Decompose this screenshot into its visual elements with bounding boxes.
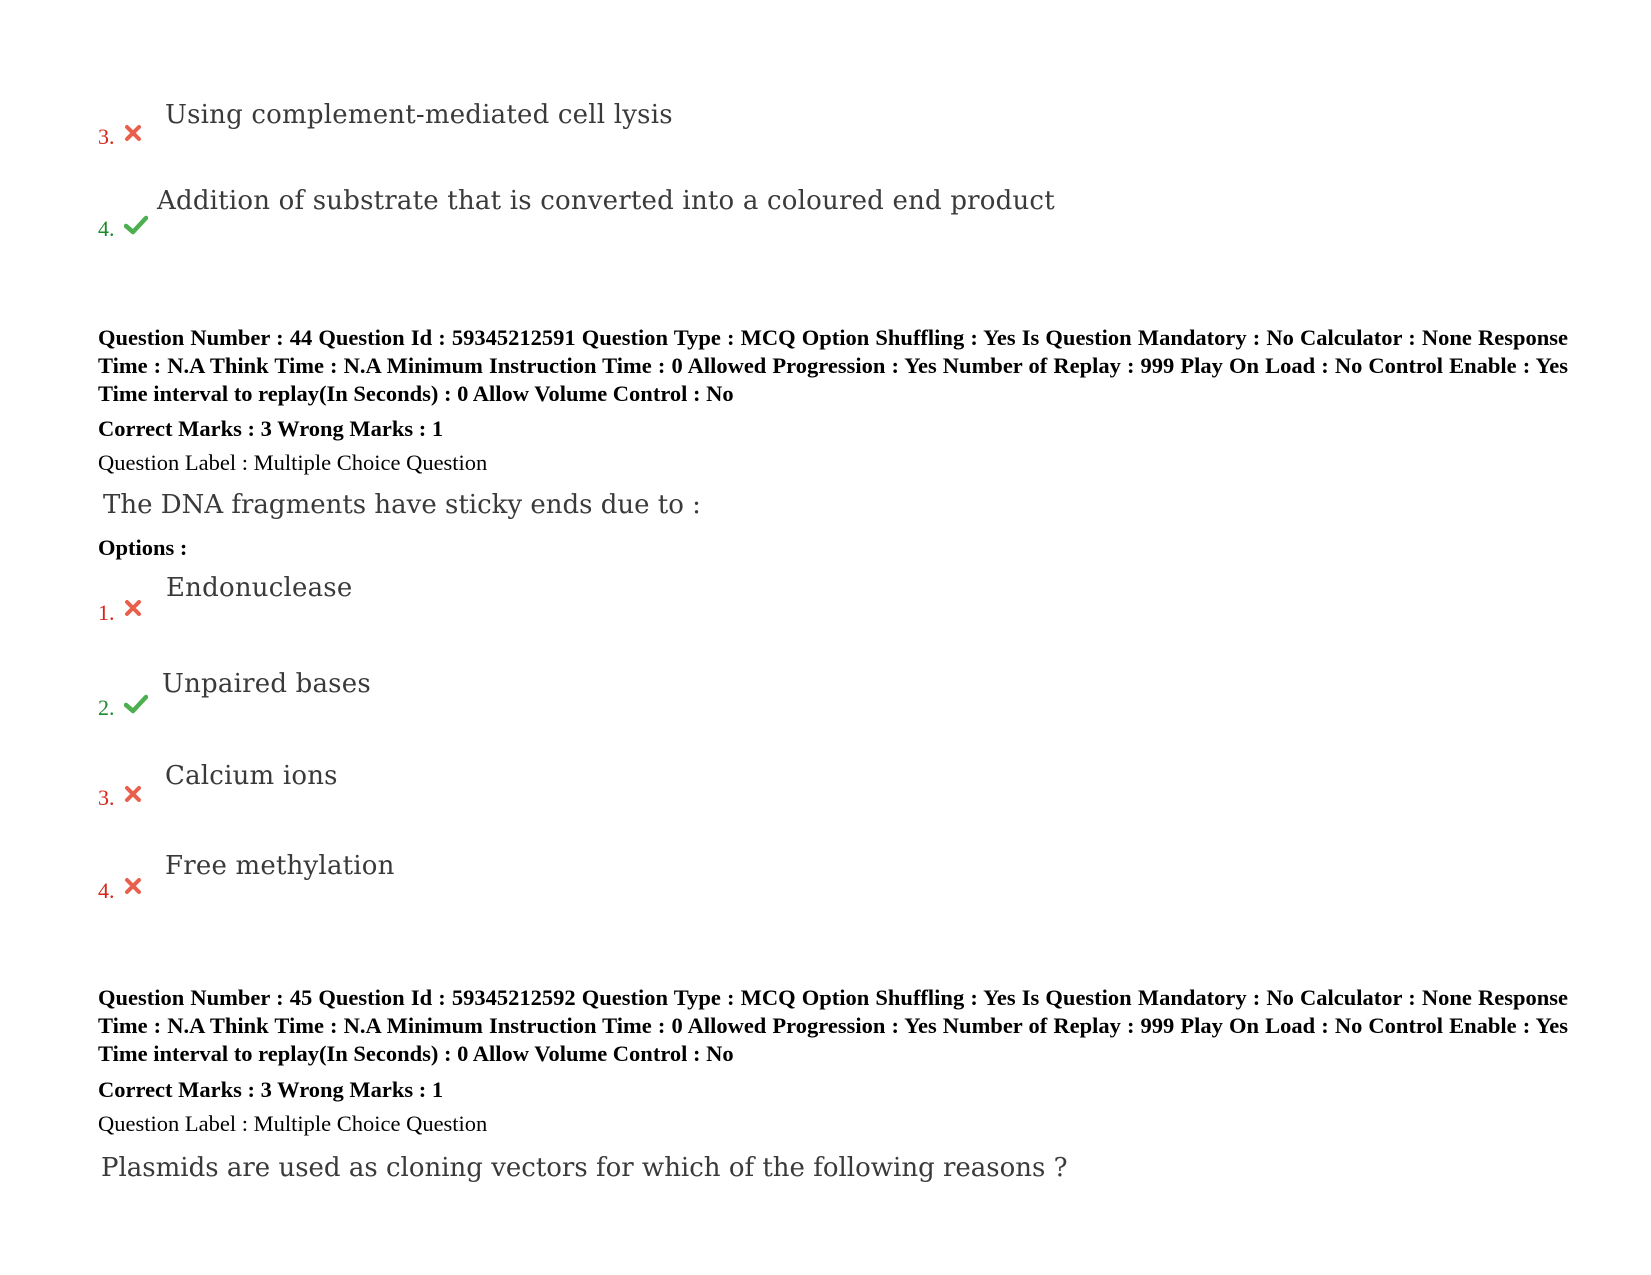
option-number: 4.	[98, 216, 115, 241]
check-icon	[124, 215, 148, 235]
question-marks: Correct Marks : 3 Wrong Marks : 1	[98, 1077, 444, 1102]
option-number: 3.	[98, 785, 115, 810]
question-marks: Correct Marks : 3 Wrong Marks : 1	[98, 416, 444, 441]
option-number: 1.	[98, 600, 115, 625]
question-meta: Question Number : 45 Question Id : 59345212592 Question Type : MCQ Option Shuffling : Yes Is Question Mandatory : No Calculator : None Response Time : N.A Think Time : N.A Minimum Instruction Time : 0 Allowed Progression : Yes Number of Replay : 999 Play On Load : No Control Enable : Yes Time interval to replay(In Seconds) : 0 Allow Volume Control : No	[98, 985, 1568, 1066]
check-icon	[124, 694, 148, 714]
cross-icon	[124, 785, 142, 803]
option-text: Calcium ions	[165, 761, 338, 791]
option-text: Free methylation	[165, 851, 395, 881]
question-meta: Question Number : 44 Question Id : 59345212591 Question Type : MCQ Option Shuffling : Yes Is Question Mandatory : No Calculator : None Response Time : N.A Think Time : N.A Minimum Instruction Time : 0 Allowed Progression : Yes Number of Replay : 999 Play On Load : No Control Enable : Yes Time interval to replay(In Seconds) : 0 Allow Volume Control : No	[98, 325, 1568, 406]
option-text: Endonuclease	[166, 573, 353, 603]
option-number: 2.	[98, 695, 115, 720]
options-heading: Options :	[98, 535, 188, 560]
option-text: Addition of substrate that is converted into a coloured end product	[157, 186, 1055, 216]
question-text: Plasmids are used as cloning vectors for which of the following reasons ?	[101, 1153, 1068, 1183]
option-text: Using complement-mediated cell lysis	[165, 100, 673, 130]
option-text: Unpaired bases	[162, 669, 371, 699]
question-label: Question Label : Multiple Choice Question	[98, 450, 488, 475]
cross-icon	[124, 599, 142, 617]
cross-icon	[124, 877, 142, 895]
question-label: Question Label : Multiple Choice Question	[98, 1111, 488, 1136]
option-number: 4.	[98, 878, 115, 903]
option-number: 3.	[98, 124, 115, 149]
cross-icon	[124, 124, 142, 142]
question-text: The DNA fragments have sticky ends due to :	[103, 490, 701, 520]
